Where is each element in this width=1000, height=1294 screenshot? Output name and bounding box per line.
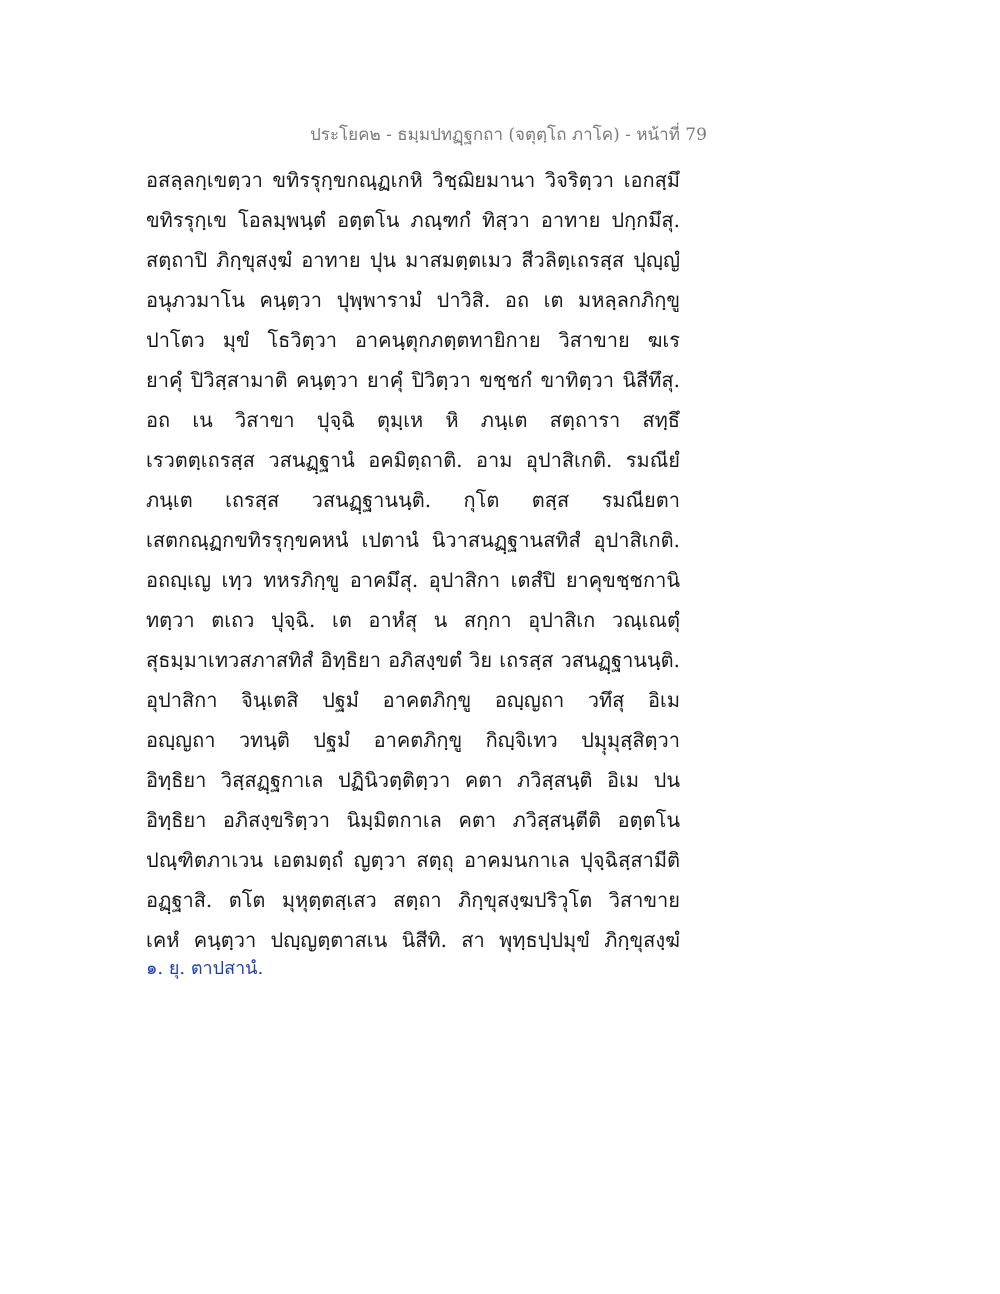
text-line: ภนฺเต เถรสฺส วสนฏฺฐานนฺติ. กุโต ตสฺส รมณียตา: [146, 488, 680, 512]
text-line: อิทฺธิยา อภิสงฺขริตฺวา นิมฺมิตกาเล คตา ภวิสฺสนฺตีติ อตฺตโน: [146, 808, 680, 832]
body-text: [146, 160, 680, 960]
text-line: อฏฺฐาสิ. ตโต มุหุตฺตสฺเสว สตฺถา ภิกฺขุสงฺฆปริวุโต วิสาขาย: [146, 888, 680, 912]
text-line: ทตฺวา ตเถว ปุจฺฉิ. เต อาหํสุ น สกฺกา อุปาสิเก วณฺเณตุํ: [146, 608, 680, 632]
text-line: อิทฺธิยา วิสฺสฏฺฐกาเล ปฏินิวตฺติตฺวา คตา ภวิสฺสนฺติ อิเม ปน: [146, 768, 680, 792]
text-line: สตฺถาปิ ภิกฺขุสงฺฆํ อาทาย ปุน มาสมตฺตเมว สีวลิตฺเถรสฺส ปุญฺญํ: [146, 248, 680, 272]
text-line: ปณฺฑิตภาเวน เอตมตฺถํ ญตฺวา สตฺถุ อาคมนกาเล ปุจฺฉิสฺสามีติ: [146, 848, 680, 872]
text-line: สุธมฺมาเทวสภาสทิสํ อิทฺธิยา อภิสงฺขตํ วิย เถรสฺส วสนฏฺฐานนฺติ.: [146, 648, 680, 672]
text-line: อุปาสิกา จินฺเตสิ ปฐมํ อาคตภิกฺขู อญฺญถา วทึสุ อิเม: [146, 688, 680, 712]
text-line: ขทิรรุกฺเข โอลมฺพนฺตํ อตฺตโน ภณฺฑกํ ทิสฺวา อาทาย ปกฺกมึสุ.: [146, 208, 680, 232]
text-line: อสลฺลกฺเขตฺวา ขทิรรุกฺขกณฺฏเกหิ วิชฺฌิยมานา วิจริตฺวา เอกสฺมึ: [146, 168, 680, 192]
running-head: ประโยค๒ - ธมฺมปทฏฺฐกถา (จตุตฺโถ ภาโค) - หน้าที่ 79: [310, 125, 707, 145]
text-line: อญฺญถา วทนฺติ ปฐมํ อาคตภิกฺขู กิญฺจิเทว ปมฺุมุสฺสิตฺวา: [146, 728, 680, 752]
text-line: เคหํ คนฺตฺวา ปญฺญตฺตาสเน นิสีทิ. สา พุทฺธปฺปมุขํ ภิกฺขุสงฺฆํ: [146, 928, 680, 952]
text-line: อถ เน วิสาขา ปุจฺฉิ ตุมฺเห หิ ภนฺเต สตฺถารา สทฺธึ: [146, 408, 680, 432]
text-line: เรวตตฺเถรสฺส วสนฏฺฐานํ อคมิตฺถาติ. อาม อุปาสิเกติ. รมณียํ: [146, 448, 680, 472]
text-line: อนุภวมาโน คนฺตฺวา ปุพฺพารามํ ปาวิสิ. อถ เต มหลฺลกภิกฺขู: [146, 288, 680, 312]
text-line: อถญฺเญ เทฺว ทหรภิกฺขู อาคมึสุ. อุปาสิกา เตสํปิ ยาคุขชฺชกานิ: [146, 568, 680, 592]
text-line: เสตกณฺฏกขทิรรุกฺขคหนํ เปตานํ นิวาสนฏฺฐานสทิสํ อุปาสิเกติ.: [146, 528, 680, 552]
text-line: ยาคุํ ปิวิสฺสามาติ คนฺตฺวา ยาคุํ ปิวิตฺวา ขชฺชกํ ขาทิตฺวา นิสีทึสุ.: [146, 368, 680, 392]
footnote: ๑. ยุ. ตาปสานํ.: [146, 958, 264, 979]
text-line: ปาโตว มุขํ โธวิตฺวา อาคนฺตุกภตฺตทายิกาย วิสาขาย ฆเร: [146, 328, 680, 352]
